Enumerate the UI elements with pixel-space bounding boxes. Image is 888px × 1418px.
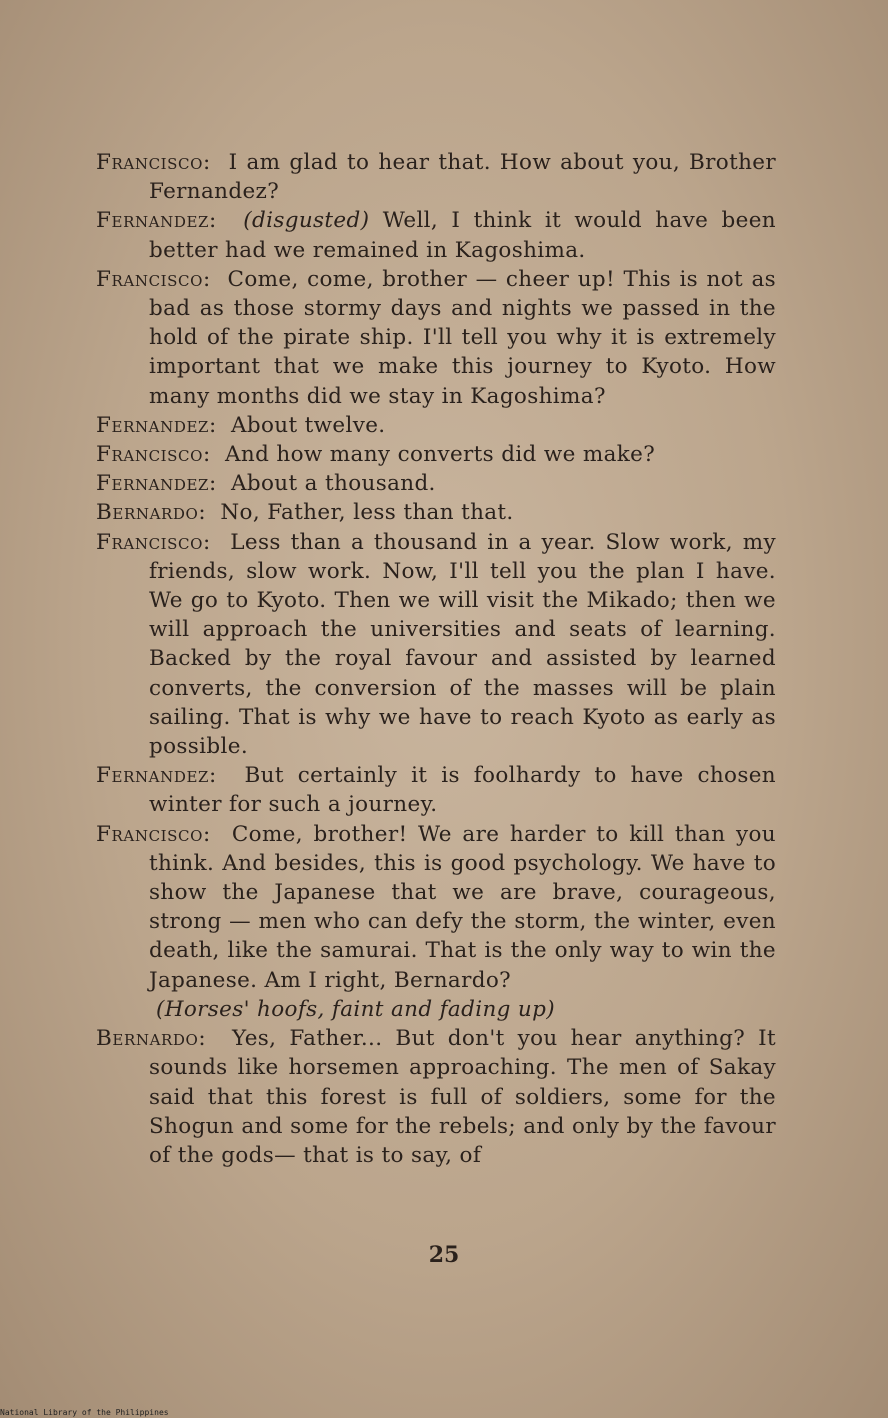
dialogue-line: Fernandez: But certainly it is foolhardy to have chosen winter for such a journey.	[96, 763, 777, 818]
dialogue-line: Francisco: Come, come, brother — cheer up! This is not as bad as those stormy days and nights we passed in the hold of the pirate ship. I'll tell you why it is extremely important that we make this journey to Kyoto. How many months did we stay in Kagoshima?	[96, 266, 776, 409]
speaker-name: Fernandez	[96, 763, 210, 789]
dialogue-text: About a thousand.	[231, 471, 436, 497]
speaker-name: Francisco	[96, 442, 204, 468]
dialogue-text: And how many converts did we make?	[225, 442, 656, 468]
dialogue-line: Bernardo: Yes, Father... But don't you hear anything? It sounds like horsemen approaching. The men of Sakay said that this forest is full of soldiers, some for the Shogun and some for the rebels; and only by the favour of the gods— that is to say, of	[96, 1026, 776, 1168]
dialogue-line: Francisco: And how many converts did we make?	[96, 442, 656, 468]
library-credit: National Library of the Philippines	[0, 1408, 169, 1417]
stage-direction: (disgusted)	[243, 208, 370, 234]
speaker-name: Bernardo	[96, 1026, 199, 1052]
page-number: 25	[428, 1242, 460, 1268]
dialogue-text: Less than a thousand in a year. Slow work, my friends, slow work. Now, I'll tell you the plan I have. We go to Kyoto. Then we will visit the Mikado; then we will approach the universities and seats of learning. Backed by the royal favour and assisted by learned converts, the conversion of the masses will be plain sailing. That is why we have to reach Kyoto as early as possible.	[149, 529, 776, 760]
dialogue-line: Francisco: I am glad to hear that. How about you, Brother Fernandez?	[96, 150, 776, 205]
speaker-name: Fernandez	[96, 412, 210, 438]
stage-direction: (Horses' hoofs, faint and fading up)	[156, 996, 555, 1022]
speaker-name: Francisco	[96, 266, 204, 292]
dialogue-text: Yes, Father... But don't you hear anything? It sounds like horsemen approaching. The men of Sakay said that this forest is full of soldiers, some for the Shogun and some for the rebels; and only by the favour of the gods— that is to say, of	[149, 1026, 776, 1168]
dialogue-text: About twelve.	[231, 412, 386, 438]
dialogue-text: I am glad to hear that. How about you, Brother Fernandez?	[149, 150, 776, 205]
dialogue-line: Fernandez: (disgusted) Well, I think it would have been better had we remained in Kagoshima.	[96, 208, 777, 263]
dialogue-line: Fernandez: About a thousand.	[96, 471, 436, 497]
dialogue-text: Come, come, brother — cheer up! This is not as bad as those stormy days and nights we passed in the hold of the pirate ship. I'll tell you why it is extremely important that we make this journey to Kyoto. How many months did we stay in Kagoshima?	[149, 266, 776, 409]
speaker-name: Francisco	[96, 821, 204, 847]
dialogue-text: Come, brother! We are harder to kill than you think. And besides, this is good psychology. We have to show the Japanese that we are brave, courageous, strong — men who can defy the storm, the winter, even death, like the samurai. That is the only way to win the Japanese. Am I right, Bernardo?	[149, 821, 776, 993]
speaker-name: Fernandez	[96, 208, 210, 234]
speaker-name: Bernardo	[96, 500, 199, 526]
dialogue-text: Well, I think it would have been better had we remained in Kagoshima.	[149, 208, 777, 263]
speaker-name: Francisco	[96, 150, 204, 175]
speaker-name: Fernandez	[96, 471, 210, 497]
dialogue-text: But certainly it is foolhardy to have chosen winter for such a journey.	[149, 763, 777, 818]
script-text	[96, 148, 776, 1170]
dialogue-line: Bernardo: No, Father, less than that.	[96, 500, 514, 526]
dialogue-line: Francisco: Less than a thousand in a year. Slow work, my friends, slow work. Now, I'll tell you the plan I have. We go to Kyoto. Then we will visit the Mikado; then we will approach the universities and seats of learning. Backed by the royal favour and assisted by learned converts, the conversion of the masses will be plain sailing. That is why we have to reach Kyoto as early as possible.	[96, 529, 776, 760]
speaker-name: Francisco	[96, 529, 204, 555]
dialogue-line: Fernandez: About twelve.	[96, 412, 386, 438]
dialogue-line: Francisco: Come, brother! We are harder to kill than you think. And besides, this is good psychology. We have to show the Japanese that we are brave, courageous, strong — men who can defy the storm, the winter, even death, like the samurai. That is the only way to win the Japanese. Am I right, Bernardo?	[96, 821, 776, 993]
dialogue-text: No, Father, less than that.	[220, 500, 514, 526]
